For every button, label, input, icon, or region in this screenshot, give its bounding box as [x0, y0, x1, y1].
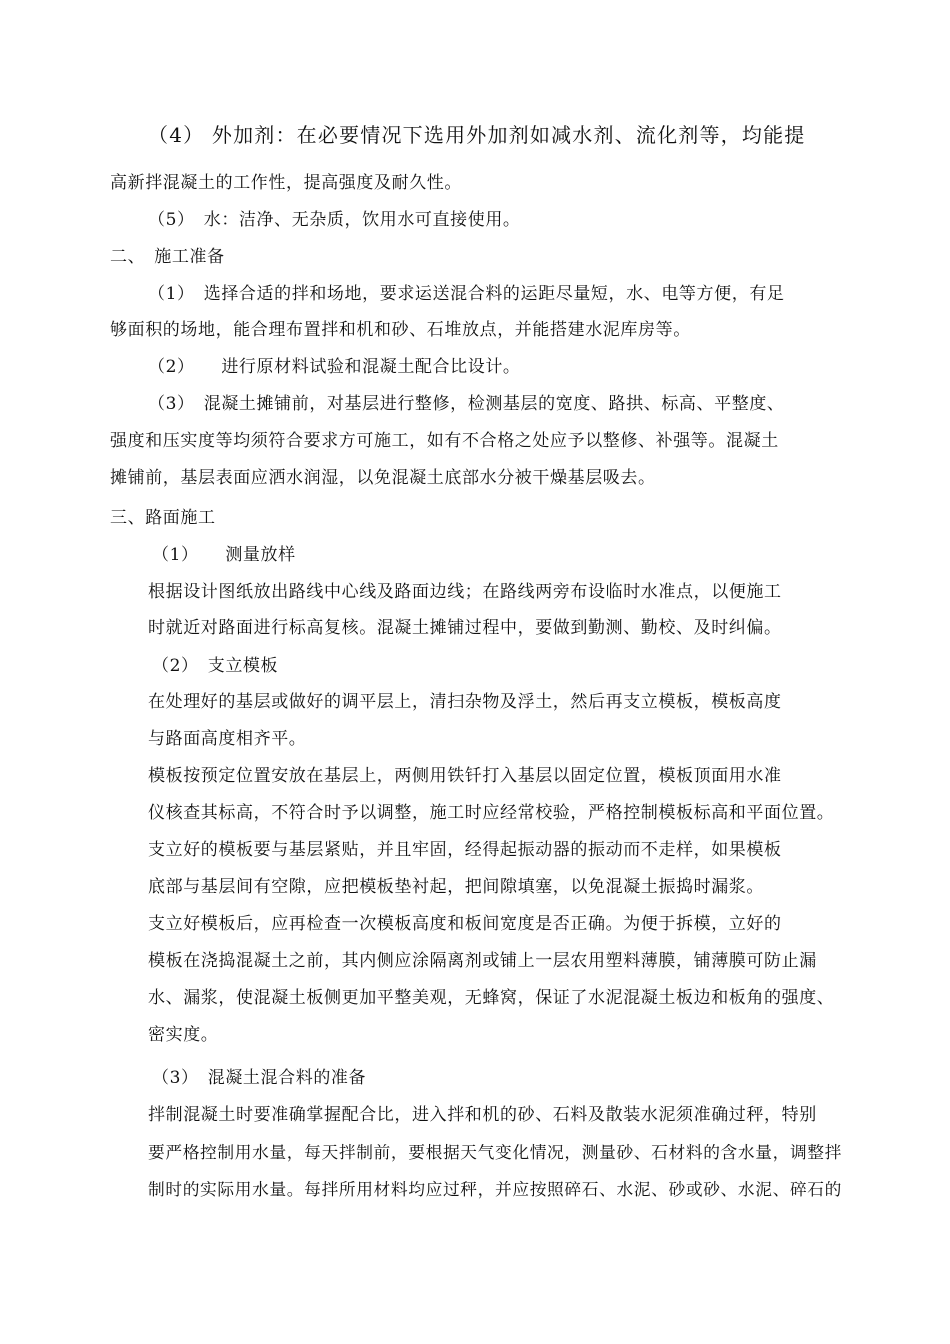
paragraph-line: 拌制混凝土时要准确掌握配合比，进入拌和机的砂、石料及散装水泥须准确过秤，特别 — [148, 1105, 817, 1125]
paragraph-line: 时就近对路面进行标高复核。混凝土摊铺过程中，要做到勤测、勤校、及时纠偏。 — [148, 618, 782, 638]
paragraph-line: （2） 进行原材料试验和混凝土配合比设计。 — [148, 357, 521, 377]
paragraph-line: （4） 外加剂：在必要情况下选用外加剂如减水剂、流化剂等，均能提 — [148, 123, 806, 147]
paragraph-line: 支立好的模板要与基层紧贴，并且牢固，经得起振动器的振动而不走样，如果模板 — [148, 840, 782, 860]
paragraph-line: 水、漏浆，使混凝土板侧更加平整美观，无蜂窝，保证了水泥混凝土板边和板角的强度、 — [148, 988, 835, 1008]
paragraph-line: 模板按预定位置安放在基层上，两侧用铁钎打入基层以固定位置，模板顶面用水准 — [148, 766, 782, 786]
paragraph-line: 够面积的场地，能合理布置拌和机和砂、石堆放点，并能搭建水泥库房等。 — [110, 320, 691, 340]
subsection-heading: （2） 支立模板 — [152, 656, 279, 676]
paragraph-line: 强度和压实度等均须符合要求方可施工，如有不合格之处应予以整修、补强等。混凝土 — [110, 431, 779, 451]
paragraph-line: （1） 选择合适的拌和场地，要求运送混合料的运距尽量短，水、电等方便，有足 — [148, 284, 785, 304]
paragraph-line: 摊铺前，基层表面应洒水润湿，以免混凝土底部水分被干燥基层吸去。 — [110, 468, 656, 488]
paragraph-line: 模板在浇捣混凝土之前，其内侧应涂隔离剂或铺上一层农用塑料薄膜，铺薄膜可防止漏 — [148, 951, 817, 971]
paragraph-line: 密实度。 — [148, 1025, 219, 1045]
subsection-heading: （1） 测量放样 — [152, 545, 296, 565]
paragraph-line: 高新拌混凝土的工作性，提高强度及耐久性。 — [110, 173, 462, 193]
paragraph-line: 要严格控制用水量，每天拌制前，要根据天气变化情况，测量砂、石材料的含水量，调整拌 — [148, 1142, 843, 1162]
paragraph-line: （3） 混凝土摊铺前，对基层进行整修，检测基层的宽度、路拱、标高、平整度、 — [148, 394, 785, 414]
paragraph-line: 制时的实际用水量。每拌所用材料均应过秤，并应按照碎石、水泥、砂或砂、水泥、碎石的 — [148, 1179, 843, 1199]
section-heading: 三、路面施工 — [110, 508, 216, 528]
section-heading: 二、 施工准备 — [110, 247, 225, 267]
paragraph-line: 仪核查其标高，不符合时予以调整，施工时应经常校验，严格控制模板标高和平面位置。 — [148, 803, 835, 823]
paragraph-line: 在处理好的基层或做好的调平层上，清扫杂物及浮土，然后再支立模板，模板高度 — [148, 692, 782, 712]
paragraph-line: 底部与基层间有空隙，应把模板垫衬起，把间隙填塞，以免混凝土振捣时漏浆。 — [148, 877, 764, 897]
paragraph-line: （5） 水：洁净、无杂质，饮用水可直接使用。 — [148, 210, 521, 230]
subsection-heading: （3） 混凝土混合料的准备 — [152, 1068, 367, 1088]
paragraph-line: 根据设计图纸放出路线中心线及路面边线；在路线两旁布设临时水准点，以便施工 — [148, 582, 782, 602]
paragraph-line: 支立好模板后，应再检查一次模板高度和板间宽度是否正确。为便于拆模，立好的 — [148, 914, 782, 934]
paragraph-line: 与路面高度相齐平。 — [148, 729, 307, 749]
